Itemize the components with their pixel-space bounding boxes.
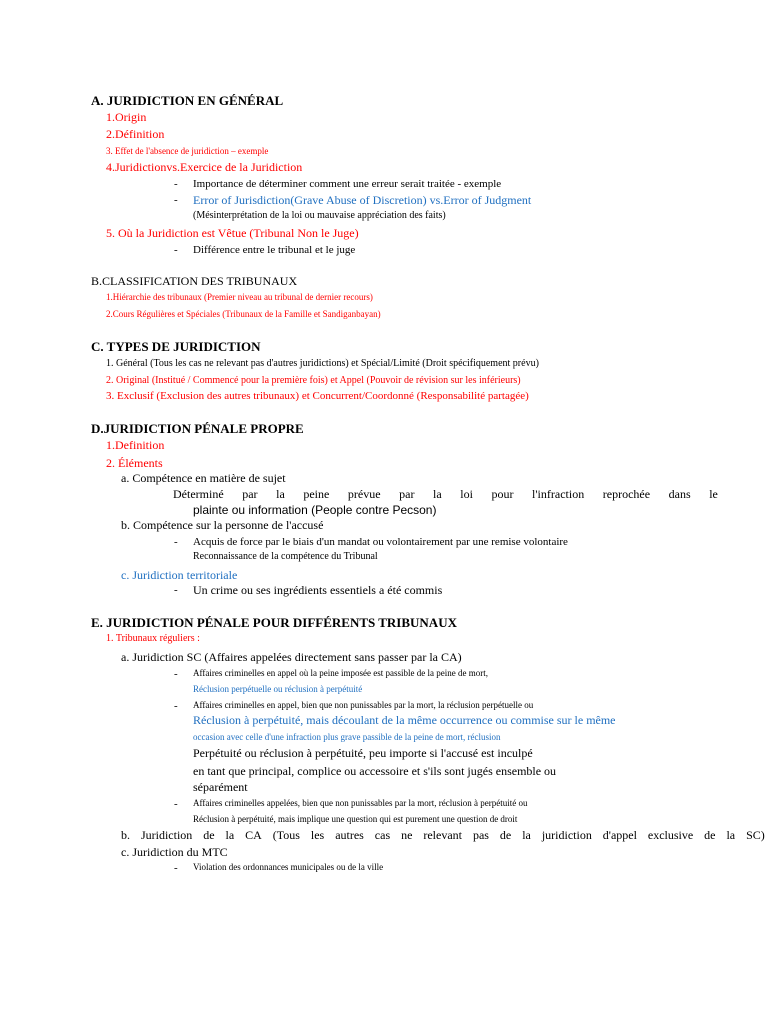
section-e-sub-a-bullet-2-line-2: Réclusion à perpétuité, mais découlant de la même occurrence ou commise sur le même [193,713,616,727]
section-e-sub-a: a. Juridiction SC (Affaires appelées directement sans passer par la CA) [121,650,462,664]
section-d-sub-b-bullet-1: Acquis de force par le biais d'un mandat ou volontairement par une remise volontaire [193,536,568,548]
section-e-sub-b [121,829,765,843]
word: la [726,828,736,842]
bullet-marker: - [174,194,178,206]
section-a-item-4-bullet-1: Importance de déterminer comment une erreur serait traitée - exemple [193,178,502,190]
bullet-marker: - [174,244,178,256]
bullet-marker: - [174,668,178,680]
word: l'infraction [532,487,585,501]
section-a-item-4-bullet-2-note: (Mésinterprétation de la loi ou mauvaise appréciation des faits) [193,210,446,221]
word: les [310,828,325,842]
section-c-heading: C. TYPES DE JURIDICTION [91,339,261,354]
word: d'appel [602,828,637,842]
word: la [225,828,235,842]
section-a-heading: A. JURIDICTION EN GÉNÉRAL [91,93,284,108]
word: de [704,828,716,842]
word: prévue [347,487,381,501]
word: exclusive [647,828,694,842]
bullet-marker: - [174,862,178,874]
section-d-sub-a: a. Compétence en matière de sujet [121,471,286,485]
section-d-sub-b: b. Compétence sur la personne de l'accusé [121,518,324,532]
section-b-heading: B.CLASSIFICATION DES TRIBUNAUX [91,274,298,288]
section-c-item-1: 1. Général (Tous les cas ne relevant pas d'autres juridictions) et Spécial/Limité (Droit spécifiquement prévu) [106,358,539,369]
bullet-marker: - [174,178,178,190]
word: loi [460,487,473,501]
section-d-item-2: 2. Éléments [106,456,163,470]
word: dans [668,487,691,501]
word: de [203,828,215,842]
word: la [433,487,442,501]
word: par [399,487,415,501]
section-b-item-1: 1.Hiérarchie des tribunaux (Premier niveau au tribunal de dernier recours) [106,292,373,302]
word: pas [472,828,489,842]
word: relevant [423,828,463,842]
section-e-sub-c-bullet-1: Violation des ordonnances municipales ou de la ville [193,862,384,872]
word: juridiction [541,828,592,842]
word: la [522,828,531,842]
section-d-sub-c-bullet-1: Un crime ou ses ingrédients essentiels a été commis [193,583,443,597]
section-c-item-2: 2. Original (Institué / Commencé pour la première fois) et Appel (Pouvoir de révision sur les inférieurs) [106,375,521,386]
section-a-item-5-bullet-1: Différence entre le tribunal et le juge [193,244,356,256]
bullet-marker: - [174,536,178,548]
section-e-sub-a-bullet-3-line-2: Réclusion à perpétuité, mais implique une question qui est purement une question de droit [193,814,518,824]
section-d-sub-a-detail-line-2: plainte ou information (People contre Pecson) [193,503,437,517]
section-a-item-5: 5. Où la Juridiction est Vêtue (Tribunal Non le Juge) [106,226,359,240]
section-d-sub-c: c. Juridiction territoriale [121,568,238,582]
section-e-sub-a-bullet-2-line-6: séparément [193,780,248,794]
section-e-sub-a-bullet-3: Affaires criminelles appelées, bien que non punissables par la mort, réclusion à perpétuité ou [193,798,528,808]
section-e-heading: E. JURIDICTION PÉNALE POUR DIFFÉRENTS TRIBUNAUX [91,615,457,630]
word: (Tous [272,828,300,842]
section-e-item-1: 1. Tribunaux réguliers : [106,633,200,644]
bullet-marker: - [174,798,178,810]
bullet-marker: - [174,584,178,596]
section-a-item-4-bullet-2: Error of Jurisdiction(Grave Abuse of Discretion) vs.Error of Judgment [193,193,532,207]
word: reprochée [602,487,651,501]
bullet-marker: - [174,700,178,712]
word: CA [245,828,262,842]
word: par [242,487,258,501]
section-c-item-3: 3. Exclusif (Exclusion des autres tribunaux) et Concurrent/Coordonné (Responsabilité partagée) [106,390,529,402]
word: pour [491,487,514,501]
word: peine [303,487,330,501]
word: b. [121,828,130,842]
section-e-sub-a-bullet-1-line-2: Réclusion perpétuelle ou réclusion à perpétuité [193,684,363,694]
word: Juridiction [140,828,193,842]
word: le [709,487,718,501]
section-e-sub-a-bullet-2-line-5: en tant que principal, complice ou accessoire et s'ils sont jugés ensemble ou [193,764,557,778]
section-a-item-2: 2.Définition [106,127,165,141]
section-a-item-4: 4.Juridictionvs.Exercice de la Juridiction [106,160,303,174]
section-a-item-3: 3. Effet de l'absence de juridiction – exemple [106,146,269,156]
section-b-item-2: 2.Cours Régulières et Spéciales (Tribunaux de la Famille et Sandiganbayan) [106,309,381,319]
section-e-sub-c: c. Juridiction du MTC [121,845,228,859]
section-a-item-1: 1.Origin [106,110,147,124]
word: cas [374,828,391,842]
word: de [499,828,512,842]
word: la [276,487,285,501]
section-d-heading: D.JURIDICTION PÉNALE PROPRE [91,421,304,436]
section-e-sub-a-bullet-2-line-3: occasion avec celle d'une infraction plus grave passible de la peine de mort, réclusion [193,732,501,742]
word: autres [335,828,364,842]
section-e-sub-a-bullet-2: Affaires criminelles en appel, bien que non punissables par la mort, la réclusion perpétuelle ou [193,700,534,710]
section-d-sub-b-bullet-1-note: Reconnaissance de la compétence du Tribunal [193,551,378,562]
section-e-sub-a-bullet-2-line-4: Perpétuité ou réclusion à perpétuité, peu importe si l'accusé est inculpé [193,746,533,760]
word: ne [401,828,413,842]
section-d-sub-a-detail [173,488,718,502]
word: SC) [746,828,765,842]
section-e-sub-a-bullet-1: Affaires criminelles en appel où la peine imposée est passible de la peine de mort, [193,668,488,678]
word: Déterminé [173,487,224,501]
section-d-item-1: 1.Definition [106,438,165,452]
